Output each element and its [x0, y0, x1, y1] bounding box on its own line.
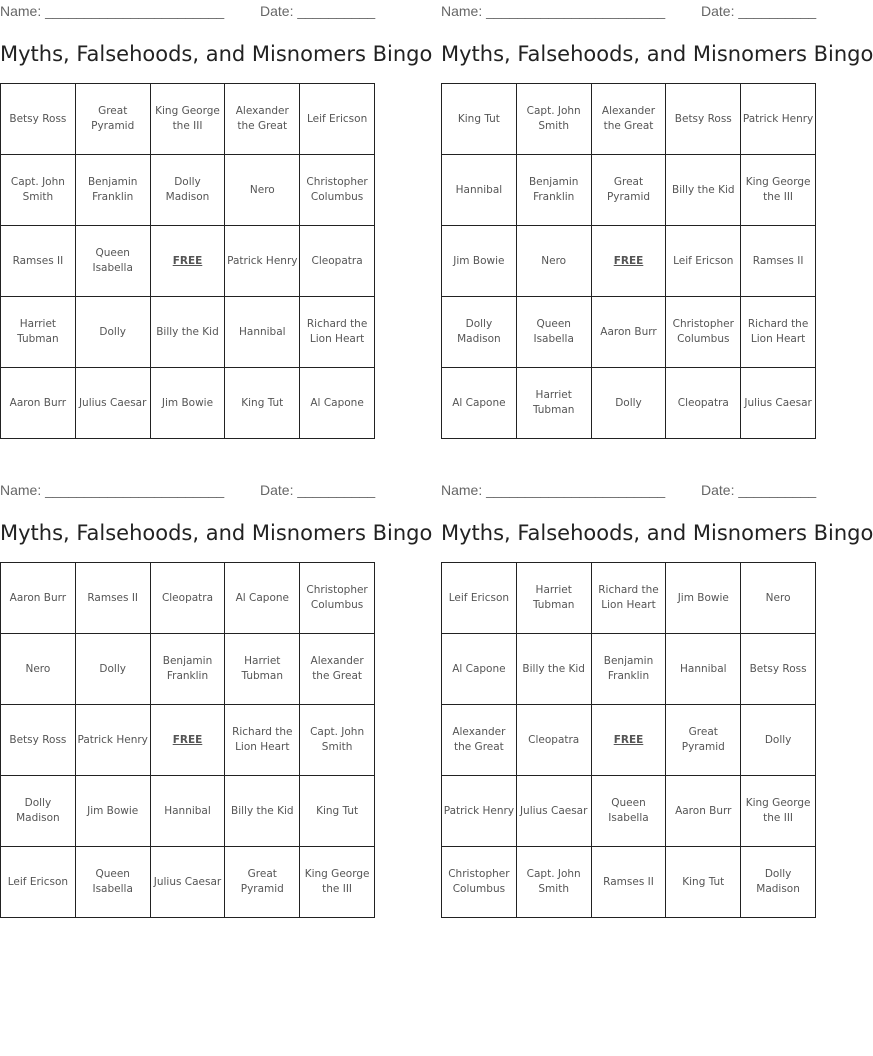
bingo-cell: Hannibal — [666, 634, 741, 705]
bingo-cell: Billy the Kid — [150, 297, 225, 368]
card-header — [0, 479, 376, 499]
grid-row — [442, 634, 816, 705]
date-field-label: Date: __________ — [701, 482, 817, 498]
name-field-label: Name: _______________________ — [0, 3, 225, 19]
grid-row — [1, 368, 375, 439]
date-field-label: Date: __________ — [701, 3, 817, 19]
bingo-cell: Patrick Henry — [225, 226, 300, 297]
bingo-cell: Harriet Tubman — [225, 634, 300, 705]
grid-row — [442, 563, 816, 634]
bingo-cell: Christopher Columbus — [300, 155, 375, 226]
bingo-cell: Capt. John Smith — [516, 84, 591, 155]
grid-row — [1, 84, 375, 155]
name-field-label: Name: _______________________ — [441, 3, 666, 19]
bingo-cell: Betsy Ross — [1, 705, 76, 776]
bingo-cell: Jim Bowie — [666, 563, 741, 634]
bingo-cell: Julius Caesar — [150, 847, 225, 918]
bingo-cell: King Tut — [225, 368, 300, 439]
bingo-cell: Dolly Madison — [1, 776, 76, 847]
bingo-cell: Alexander the Great — [591, 84, 666, 155]
grid-row — [1, 847, 375, 918]
bingo-cell: Richard the Lion Heart — [300, 297, 375, 368]
bingo-cell: King Tut — [442, 84, 517, 155]
bingo-cell: Betsy Ross — [666, 84, 741, 155]
bingo-cell: Richard the Lion Heart — [225, 705, 300, 776]
bingo-cell: Capt. John Smith — [516, 847, 591, 918]
free-space-cell: FREE — [150, 705, 225, 776]
bingo-cell: Aaron Burr — [591, 297, 666, 368]
bingo-cell: Billy the Kid — [516, 634, 591, 705]
bingo-cell: King George the III — [741, 776, 816, 847]
bingo-grid — [0, 83, 375, 439]
grid-row — [442, 368, 816, 439]
bingo-cell: Capt. John Smith — [300, 705, 375, 776]
bingo-cell: Billy the Kid — [666, 155, 741, 226]
free-space-cell: FREE — [150, 226, 225, 297]
bingo-cell: Cleopatra — [516, 705, 591, 776]
bingo-cell: Aaron Burr — [1, 563, 76, 634]
grid-row — [1, 297, 375, 368]
bingo-cell: Ramses II — [75, 563, 150, 634]
bingo-cell: Betsy Ross — [741, 634, 816, 705]
grid-row — [1, 705, 375, 776]
card-title: Myths, Falsehoods, and Misnomers Bingo — [441, 521, 873, 545]
bingo-cell: Alexander the Great — [225, 84, 300, 155]
bingo-cell: Nero — [1, 634, 76, 705]
bingo-cell: Nero — [741, 563, 816, 634]
bingo-cell: Jim Bowie — [150, 368, 225, 439]
bingo-cell: Jim Bowie — [75, 776, 150, 847]
bingo-cell: Great Pyramid — [225, 847, 300, 918]
card-header — [441, 0, 817, 20]
bingo-cell: Richard the Lion Heart — [591, 563, 666, 634]
bingo-cell: Julius Caesar — [741, 368, 816, 439]
grid-row — [442, 705, 816, 776]
bingo-cell: Dolly Madison — [741, 847, 816, 918]
name-field-label: Name: _______________________ — [0, 482, 225, 498]
bingo-cell: Betsy Ross — [1, 84, 76, 155]
bingo-cell: Cleopatra — [150, 563, 225, 634]
bingo-cell: Queen Isabella — [591, 776, 666, 847]
bingo-cell: Dolly — [75, 634, 150, 705]
bingo-cell: Jim Bowie — [442, 226, 517, 297]
free-space-cell: FREE — [591, 226, 666, 297]
bingo-cell: Queen Isabella — [75, 847, 150, 918]
bingo-cell: Al Capone — [442, 368, 517, 439]
bingo-cell: Patrick Henry — [442, 776, 517, 847]
bingo-cell: Julius Caesar — [75, 368, 150, 439]
bingo-cell: Leif Ericson — [1, 847, 76, 918]
grid-row — [1, 563, 375, 634]
bingo-cell: Hannibal — [225, 297, 300, 368]
bingo-cell: Al Capone — [225, 563, 300, 634]
bingo-cell: Dolly — [741, 705, 816, 776]
bingo-cell: Al Capone — [442, 634, 517, 705]
card-title: Myths, Falsehoods, and Misnomers Bingo — [0, 521, 433, 545]
bingo-cell: Cleopatra — [300, 226, 375, 297]
free-space-cell: FREE — [591, 705, 666, 776]
bingo-cell: Ramses II — [1, 226, 76, 297]
grid-row — [1, 634, 375, 705]
grid-row — [442, 155, 816, 226]
bingo-cell: Nero — [225, 155, 300, 226]
grid-row — [1, 155, 375, 226]
grid-row — [442, 776, 816, 847]
bingo-cell: Aaron Burr — [1, 368, 76, 439]
bingo-cell: Benjamin Franklin — [75, 155, 150, 226]
bingo-grid — [0, 562, 375, 918]
bingo-cell: Christopher Columbus — [666, 297, 741, 368]
bingo-cell: Leif Ericson — [666, 226, 741, 297]
name-field-label: Name: _______________________ — [441, 482, 666, 498]
bingo-cell: Benjamin Franklin — [150, 634, 225, 705]
grid-row — [1, 776, 375, 847]
bingo-cell: King Tut — [300, 776, 375, 847]
bingo-cell: Christopher Columbus — [300, 563, 375, 634]
bingo-grid — [441, 562, 816, 918]
bingo-cell: King George the III — [741, 155, 816, 226]
bingo-cell: Dolly — [75, 297, 150, 368]
grid-row — [442, 297, 816, 368]
bingo-cell: Leif Ericson — [442, 563, 517, 634]
bingo-cell: Leif Ericson — [300, 84, 375, 155]
bingo-cell: Queen Isabella — [516, 297, 591, 368]
card-header — [0, 0, 376, 20]
bingo-cell: Cleopatra — [666, 368, 741, 439]
bingo-cell: Al Capone — [300, 368, 375, 439]
bingo-cell: Hannibal — [442, 155, 517, 226]
bingo-cell: Billy the Kid — [225, 776, 300, 847]
card-title: Myths, Falsehoods, and Misnomers Bingo — [441, 42, 873, 66]
bingo-cell: Great Pyramid — [666, 705, 741, 776]
bingo-cell: Nero — [516, 226, 591, 297]
bingo-cell: Julius Caesar — [516, 776, 591, 847]
bingo-cell: Christopher Columbus — [442, 847, 517, 918]
bingo-cell: Queen Isabella — [75, 226, 150, 297]
card-title: Myths, Falsehoods, and Misnomers Bingo — [0, 42, 433, 66]
bingo-cell: Harriet Tubman — [516, 563, 591, 634]
bingo-cell: Capt. John Smith — [1, 155, 76, 226]
card-header — [441, 479, 817, 499]
bingo-cell: Benjamin Franklin — [591, 634, 666, 705]
bingo-cell: Dolly Madison — [150, 155, 225, 226]
bingo-grid — [441, 83, 816, 439]
bingo-cell: Alexander the Great — [442, 705, 517, 776]
date-field-label: Date: __________ — [260, 3, 376, 19]
bingo-cell: Ramses II — [741, 226, 816, 297]
grid-row — [442, 84, 816, 155]
grid-row — [442, 226, 816, 297]
bingo-cell: Alexander the Great — [300, 634, 375, 705]
bingo-cell: Patrick Henry — [75, 705, 150, 776]
bingo-cell: Richard the Lion Heart — [741, 297, 816, 368]
bingo-cell: Great Pyramid — [591, 155, 666, 226]
bingo-cell: Dolly — [591, 368, 666, 439]
grid-row — [1, 226, 375, 297]
date-field-label: Date: __________ — [260, 482, 376, 498]
bingo-cell: Benjamin Franklin — [516, 155, 591, 226]
bingo-cell: Ramses II — [591, 847, 666, 918]
bingo-cell: Great Pyramid — [75, 84, 150, 155]
bingo-cell: Harriet Tubman — [1, 297, 76, 368]
bingo-cell: King George the III — [150, 84, 225, 155]
bingo-cell: King Tut — [666, 847, 741, 918]
grid-row — [442, 847, 816, 918]
bingo-cell: Hannibal — [150, 776, 225, 847]
bingo-cell: Harriet Tubman — [516, 368, 591, 439]
bingo-cell: Dolly Madison — [442, 297, 517, 368]
bingo-cell: Patrick Henry — [741, 84, 816, 155]
bingo-cell: King George the III — [300, 847, 375, 918]
bingo-cell: Aaron Burr — [666, 776, 741, 847]
